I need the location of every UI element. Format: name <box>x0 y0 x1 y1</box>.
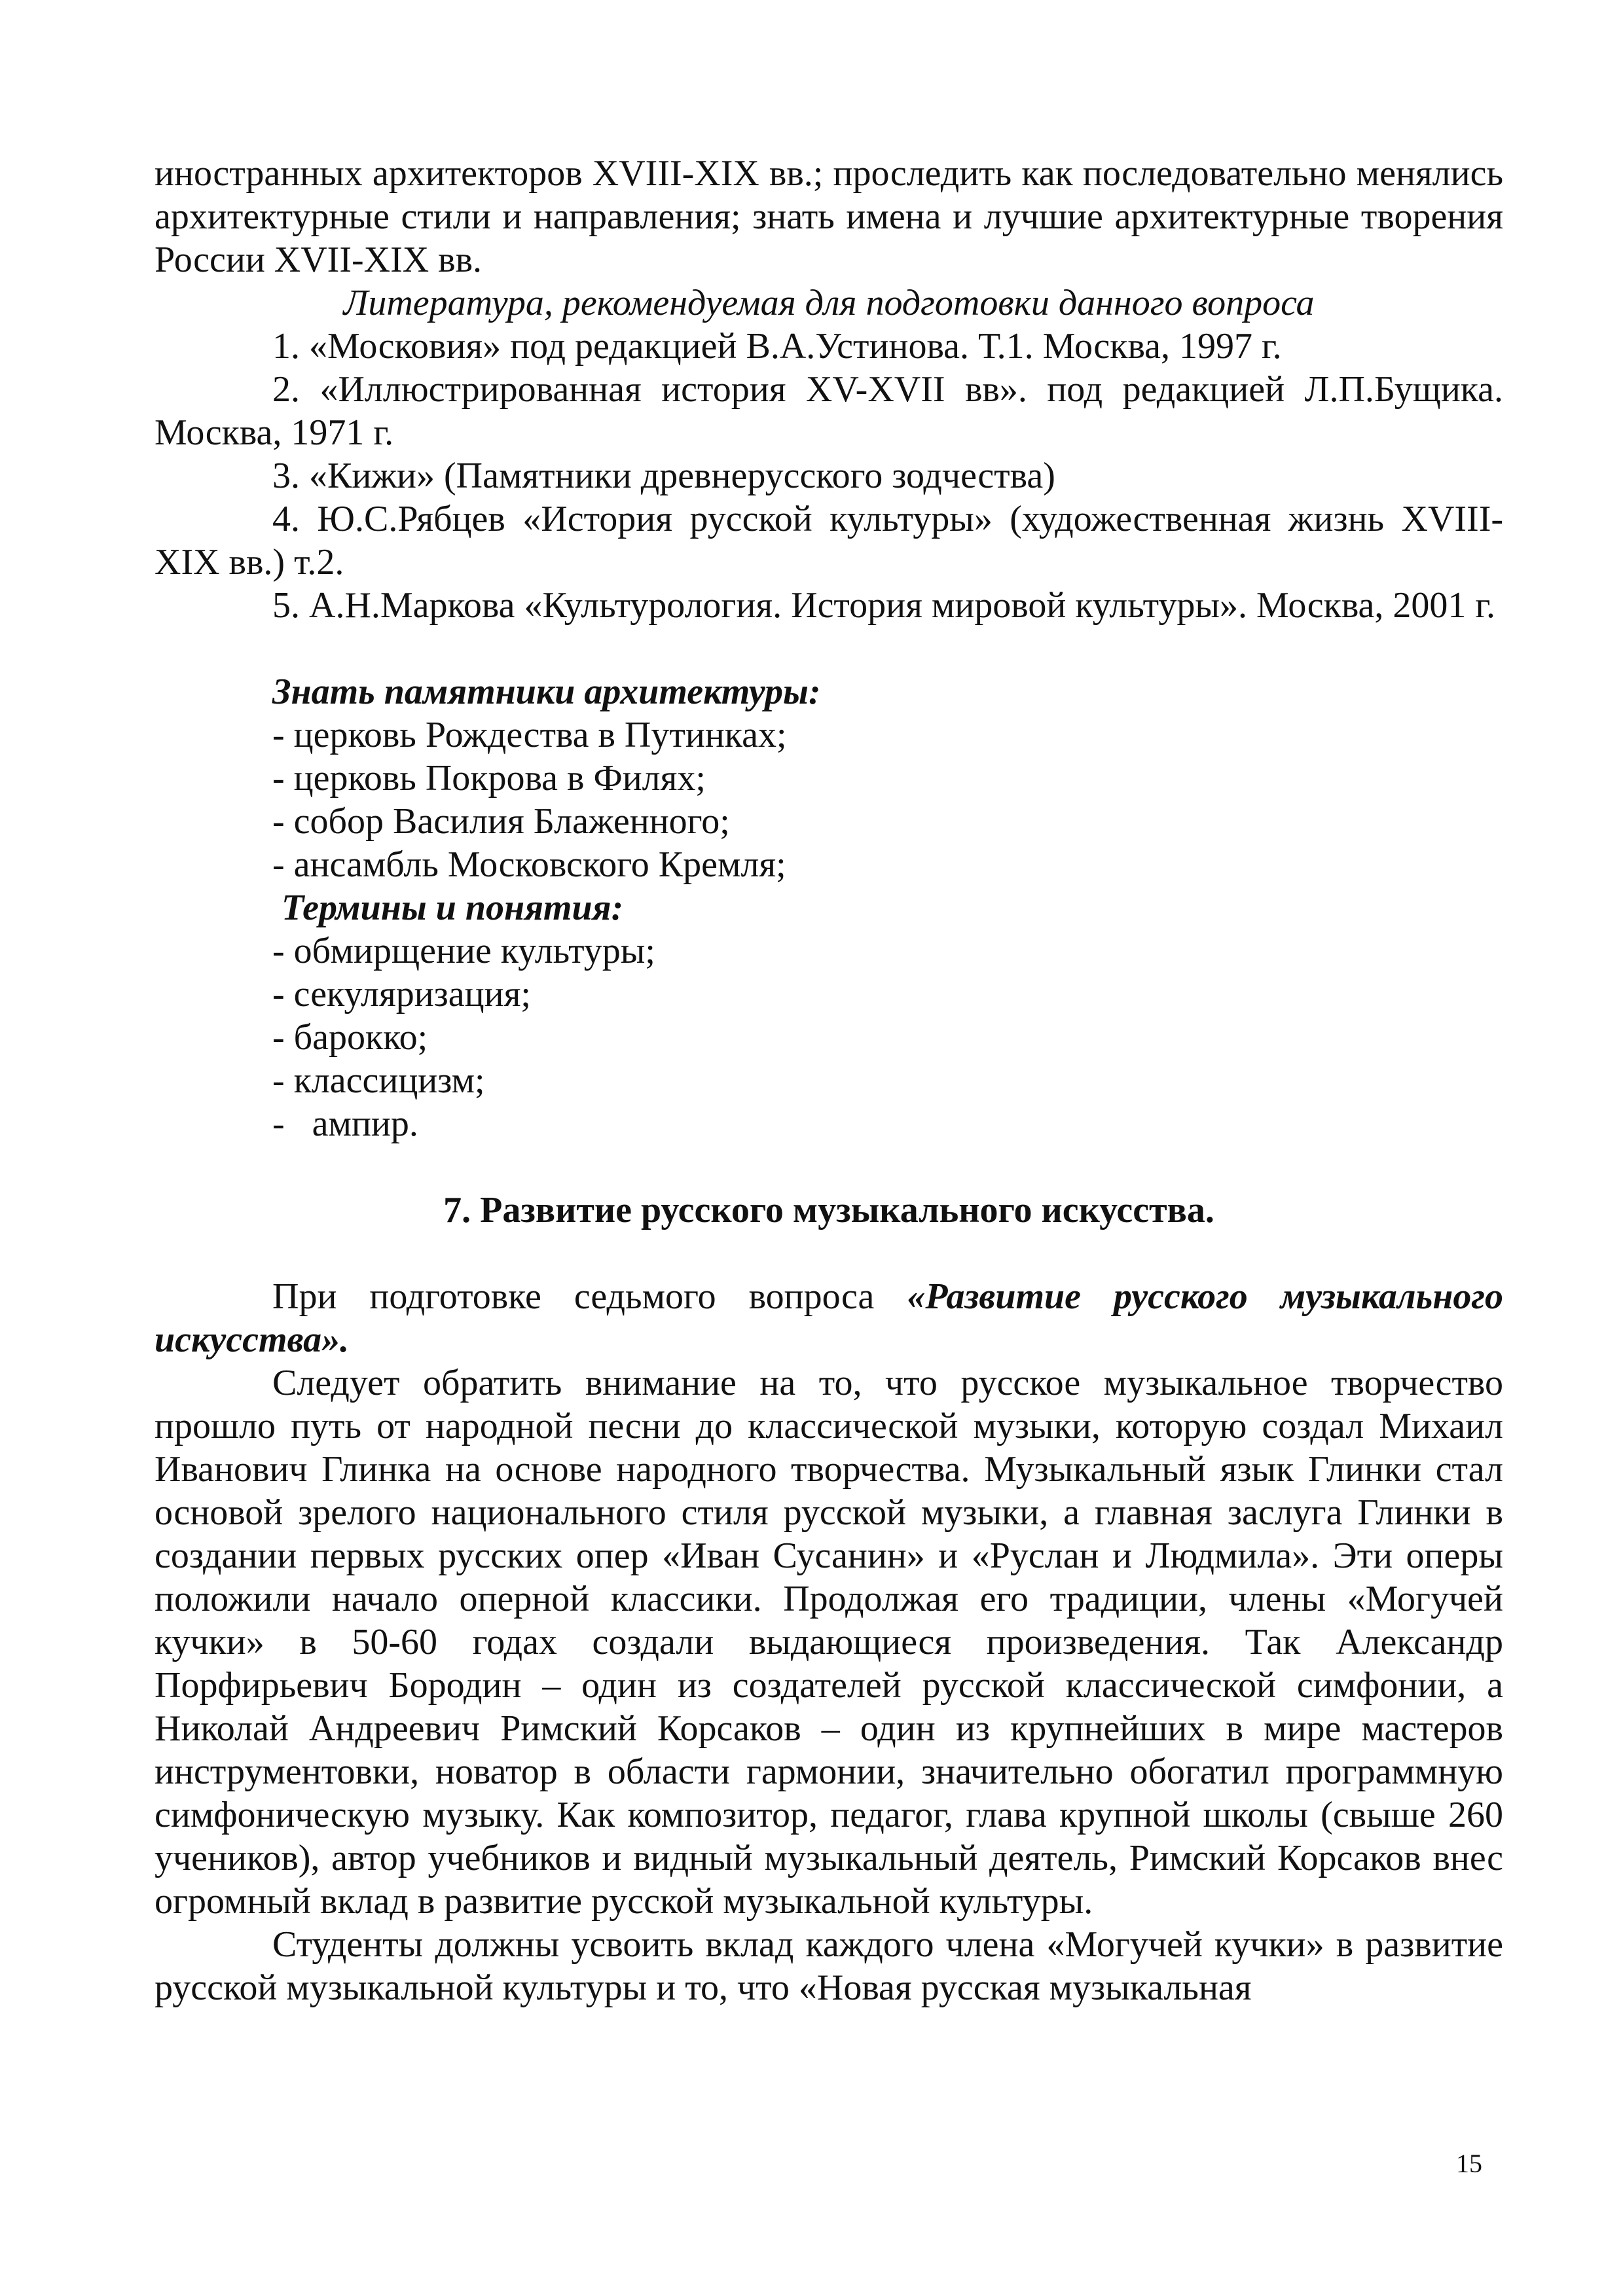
section-paragraph: Студенты должны усвоить вклад каждого члена «Могучей кучки» в развитие русской музыкальной культуры и то, что «Новая русская музыкальная <box>155 1924 1503 2008</box>
literature-item: 3. «Кижи» (Памятники древнерусского зодчества) <box>272 456 1055 496</box>
section-title: 7. Развитие русского музыкального искусства. <box>443 1190 1214 1230</box>
monument-item: - ансамбль Московского Кремля; <box>272 844 786 885</box>
terms-heading: Термины и понятия: <box>282 888 624 928</box>
section-intro-emphasis: «Развитие русского музыкального искусства». <box>155 1276 1503 1360</box>
terms-list <box>155 929 1503 1145</box>
document-page <box>155 152 1503 2009</box>
term-item: - классицизм; <box>272 1060 485 1101</box>
section-intro-text: При подготовке седьмого вопроса <box>272 1276 907 1317</box>
term-item: - обмирщение культуры; <box>272 931 655 971</box>
monument-item: - церковь Рождества в Путинках; <box>272 715 787 755</box>
literature-list <box>155 325 1503 627</box>
literature-item: 5. А.Н.Маркова «Культурология. История мировой культуры». Москва, 2001 г. <box>272 585 1496 626</box>
page-number: 15 <box>1456 2149 1482 2178</box>
literature-item: 1. «Московия» под редакцией В.А.Устинова. Т.1. Москва, 1997 г. <box>272 326 1282 367</box>
monuments-list <box>155 713 1503 886</box>
monuments-heading: Знать памятники архитектуры: <box>272 672 821 712</box>
section-paragraph: Следует обратить внимание на то, что русское музыкальное творчество прошло путь от народной песни до классической музыки, которую создал Михаил Иванович Глинка на основе народного творчества. Музыкальный язык Глинки стал основой зрелого национального стиля русской музыки, а главная заслуга Глинки в создании первых русских опер «Иван Сусанин» и «Руслан и Людмила». Эти оперы положили начало оперной классики. Продолжая его традиции, члены «Могучей кучки» в 50-60 годах создали выдающиеся произведения. Так Александр Порфирьевич Бородин – один из создателей русской классической симфонии, а Николай Андреевич Римский Корсаков – один из крупнейших в мире мастеров инструментовки, новатор в области гармонии, значительно обогатил программную симфоническую музыку. Как композитор, педагог, глава крупной школы (свыше 260 учеников), автор учебников и видный музыкальный деятель, Римский Корсаков внес огромный вклад в развитие русской музыкальной культуры. <box>155 1363 1503 1922</box>
literature-item: 4. Ю.С.Рябцев «История русской культуры» (художественная жизнь XVIII-XIX вв.) т.2. <box>155 499 1503 583</box>
monument-item: - собор Василия Блаженного; <box>272 801 730 842</box>
literature-item: 2. «Иллюстрированная история XV-XVII вв». под редакцией Л.П.Бущика. Москва, 1971 г. <box>155 369 1503 453</box>
literature-heading: Литература, рекомендуемая для подготовки данного вопроса <box>343 283 1315 323</box>
term-item: - секуляризация; <box>272 974 531 1014</box>
section-intro <box>155 1275 1503 1361</box>
term-item: - ампир. <box>272 1103 418 1144</box>
intro-paragraph: иностранных архитекторов XVIII-XIX вв.; проследить как последовательно менялись архитектурные стили и направления; знать имена и лучшие архитектурные творения России XVII-XIX вв. <box>155 153 1503 280</box>
monument-item: - церковь Покрова в Филях; <box>272 758 706 798</box>
term-item: - барокко; <box>272 1017 428 1058</box>
